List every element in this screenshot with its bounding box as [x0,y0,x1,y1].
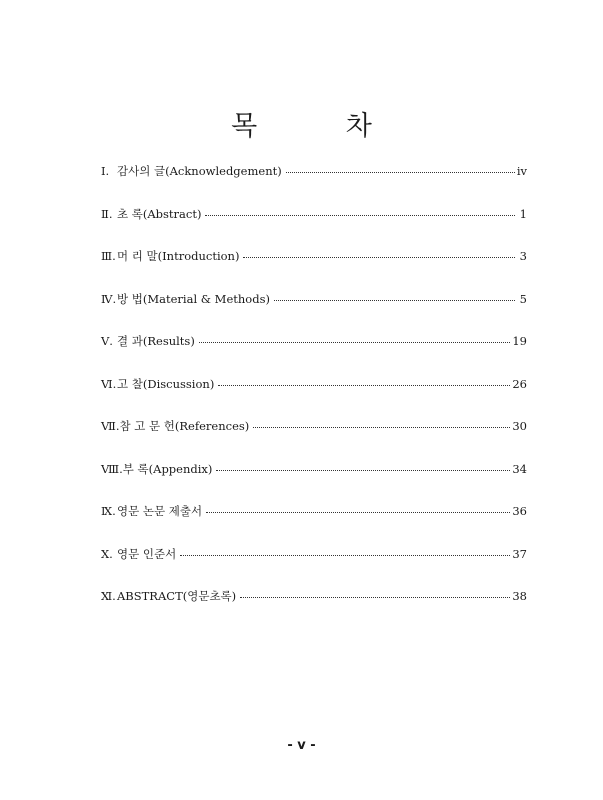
toc-page-number: 38 [512,589,527,603]
dot-leader [286,171,515,173]
toc-number: Ⅷ. [101,461,123,476]
dot-leader [243,256,515,258]
toc-number: Ⅴ. [101,334,113,348]
toc-number: Ⅰ. [101,164,110,178]
toc-label: 방 법(Material & Methods) [117,291,270,306]
toc-label: 초 록(Abstract) [117,206,202,221]
toc-label: 머 리 말(Introduction) [117,249,240,263]
toc-entry [101,333,527,376]
toc-number: Ⅱ. [101,206,113,221]
dot-leader [199,341,511,343]
toc-entry [101,206,527,249]
toc-label: 참 고 문 헌(References) [119,419,250,433]
toc-number: Ⅸ. [101,504,116,518]
toc-page-number: 37 [512,546,527,561]
toc-number: Ⅹ. [101,546,113,561]
toc-entry [101,291,527,334]
toc-number: Ⅶ. [101,419,120,433]
toc-page-number: 5 [519,291,527,306]
toc-number: Ⅵ. [101,376,117,391]
toc-entry [101,376,527,419]
dot-leader [240,596,510,598]
toc-label: 고 찰(Discussion) [117,376,215,391]
toc-label: ABSTRACT(영문초록) [117,589,237,603]
dot-leader [218,384,510,386]
dot-leader [216,469,510,471]
toc-page-number: 26 [512,376,527,391]
toc-entry [101,248,527,291]
table-of-contents [101,163,527,631]
toc-number: Ⅺ. [101,589,116,603]
toc-page-number: 1 [519,206,527,221]
page-footer-number: - v - [287,738,316,753]
toc-label: 영문 인준서 [117,546,177,561]
dot-leader [180,554,510,556]
toc-page-number: iv [516,164,527,178]
toc-label: 결 과(Results) [117,334,195,348]
dot-leader [206,511,510,513]
toc-label: 영문 논문 제출서 [117,504,203,518]
toc-number: Ⅲ. [101,249,116,263]
toc-label: 감사의 글(Acknowledgement) [117,164,282,178]
toc-page-number: 34 [512,461,527,476]
toc-entry [101,163,527,206]
toc-entry [101,461,527,504]
dot-leader [253,426,510,428]
toc-entry [101,418,527,461]
toc-entry [101,503,527,546]
page-title: 목 차 [231,111,412,143]
dot-leader [205,214,515,216]
toc-page-number: 3 [519,249,527,263]
toc-page-number: 30 [512,419,527,433]
toc-label: 부 록(Appendix) [122,461,213,476]
toc-page-number: 36 [512,504,527,518]
toc-entry [101,546,527,589]
toc-page-number: 19 [512,334,527,348]
dot-leader [274,299,515,301]
toc-entry [101,588,527,631]
toc-number: Ⅳ. [101,291,117,306]
